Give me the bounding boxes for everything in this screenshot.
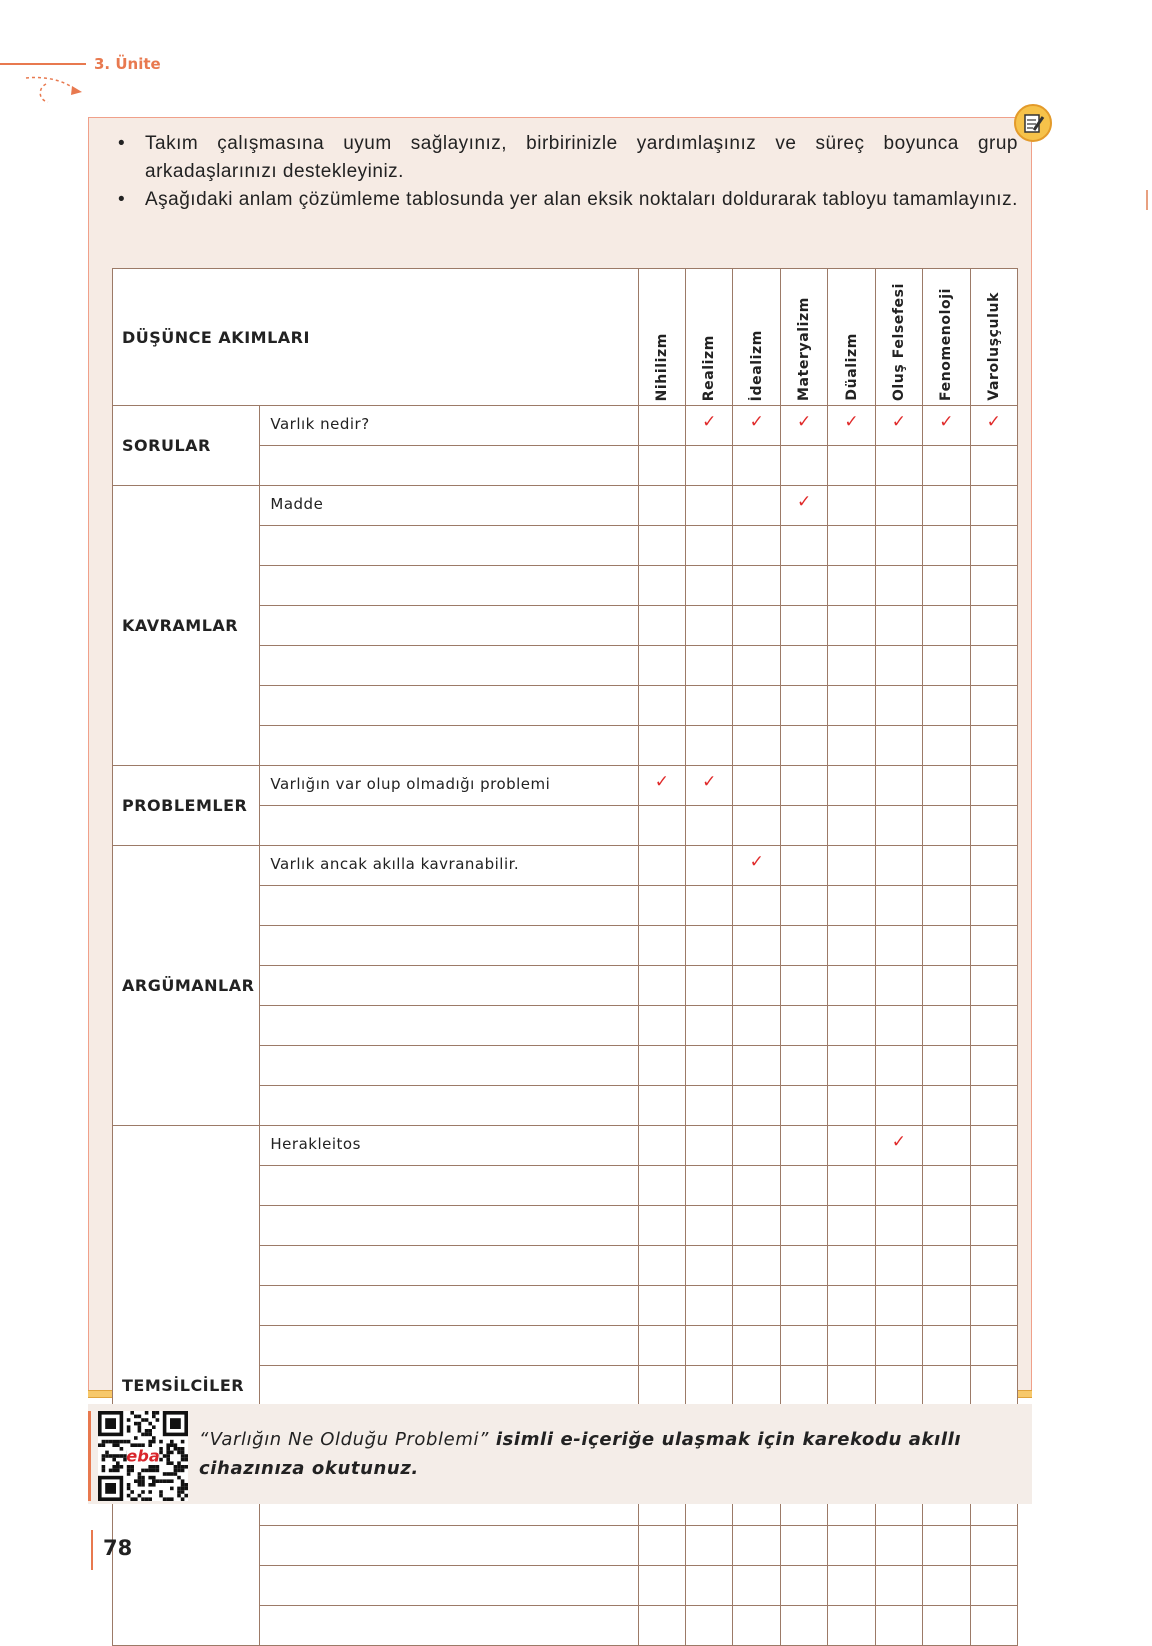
empty-check-cell[interactable] (780, 1206, 827, 1246)
instruction-item: • Takım çalışmasına uyum sağlayınız, birbirinizle yardımlaşınız ve süreç boyunca grup arkadaşlarınızı destekleyiniz. (118, 130, 1018, 186)
empty-check-cell[interactable] (780, 1246, 827, 1286)
empty-check-cell[interactable] (638, 566, 685, 606)
empty-check-cell[interactable] (780, 446, 827, 486)
empty-check-cell[interactable] (780, 646, 827, 686)
empty-check-cell[interactable] (923, 806, 970, 846)
row-item-text[interactable] (260, 1526, 638, 1566)
empty-check-cell[interactable] (828, 926, 875, 966)
empty-check-cell[interactable] (970, 1086, 1017, 1126)
row-item-text[interactable] (260, 1286, 638, 1326)
empty-check-cell[interactable] (875, 1526, 922, 1566)
empty-check-cell[interactable] (780, 1566, 827, 1606)
empty-check-cell[interactable] (686, 926, 733, 966)
empty-check-cell[interactable] (875, 1086, 922, 1126)
empty-check-cell[interactable] (923, 1526, 970, 1566)
empty-check-cell[interactable] (686, 1326, 733, 1366)
empty-check-cell[interactable] (780, 766, 827, 806)
empty-check-cell[interactable] (923, 1046, 970, 1086)
qr-accent-bar (88, 1411, 91, 1501)
qr-instruction-text (199, 1425, 1009, 1483)
empty-check-cell[interactable] (875, 806, 922, 846)
row-item-text[interactable] (260, 1566, 638, 1606)
empty-check-cell[interactable] (686, 1526, 733, 1566)
empty-check-cell[interactable] (875, 686, 922, 726)
empty-check-cell[interactable] (875, 1166, 922, 1206)
row-item-text[interactable] (260, 1366, 638, 1406)
table-row (113, 486, 1018, 526)
section-label: TEMSİLCİLER (113, 1126, 260, 1646)
empty-check-cell[interactable] (970, 1366, 1017, 1406)
empty-check-cell[interactable] (970, 686, 1017, 726)
empty-check-cell[interactable] (638, 1366, 685, 1406)
empty-check-cell[interactable] (875, 926, 922, 966)
empty-check-cell[interactable] (970, 886, 1017, 926)
empty-check-cell[interactable] (828, 566, 875, 606)
empty-check-cell[interactable] (923, 566, 970, 606)
empty-check-cell[interactable] (686, 646, 733, 686)
empty-check-cell[interactable] (828, 726, 875, 766)
empty-check-cell[interactable] (638, 1566, 685, 1606)
empty-check-cell[interactable] (828, 1126, 875, 1166)
empty-check-cell[interactable] (875, 886, 922, 926)
empty-check-cell[interactable] (828, 1246, 875, 1286)
row-item-text[interactable] (260, 446, 638, 486)
empty-check-cell[interactable] (970, 846, 1017, 886)
empty-check-cell[interactable] (970, 1126, 1017, 1166)
empty-check-cell[interactable] (733, 1366, 780, 1406)
empty-check-cell[interactable] (970, 1606, 1017, 1646)
empty-check-cell[interactable] (970, 646, 1017, 686)
empty-check-cell[interactable] (828, 486, 875, 526)
empty-check-cell[interactable] (686, 1606, 733, 1646)
empty-check-cell[interactable] (923, 1246, 970, 1286)
check-mark-cell[interactable]: ✓ (875, 1126, 922, 1166)
empty-check-cell[interactable] (686, 1246, 733, 1286)
row-item-text[interactable] (260, 1326, 638, 1366)
empty-check-cell[interactable] (875, 526, 922, 566)
empty-check-cell[interactable] (828, 446, 875, 486)
empty-check-cell[interactable] (638, 1166, 685, 1206)
eba-logo-text: eba (126, 1446, 160, 1466)
empty-check-cell[interactable] (733, 1126, 780, 1166)
empty-check-cell[interactable] (638, 966, 685, 1006)
empty-check-cell[interactable] (828, 526, 875, 566)
check-mark-cell[interactable]: ✓ (686, 406, 733, 446)
empty-check-cell[interactable] (828, 846, 875, 886)
empty-check-cell[interactable] (828, 806, 875, 846)
empty-check-cell[interactable] (828, 1086, 875, 1126)
dashed-arrow-icon (24, 76, 84, 106)
empty-check-cell[interactable] (733, 1006, 780, 1046)
column-header: Varoluşçuluk (970, 269, 1017, 406)
empty-check-cell[interactable] (686, 1046, 733, 1086)
empty-check-cell[interactable] (970, 606, 1017, 646)
empty-check-cell[interactable] (733, 1526, 780, 1566)
row-item-text[interactable]: Herakleitos (260, 1126, 638, 1166)
empty-check-cell[interactable] (686, 686, 733, 726)
empty-check-cell[interactable] (638, 1526, 685, 1566)
empty-check-cell[interactable] (970, 446, 1017, 486)
empty-check-cell[interactable] (638, 1606, 685, 1646)
empty-check-cell[interactable] (923, 486, 970, 526)
row-item-text[interactable]: Varlığın var olup olmadığı problemi (260, 766, 638, 806)
empty-check-cell[interactable] (923, 1006, 970, 1046)
empty-check-cell[interactable] (733, 686, 780, 726)
empty-check-cell[interactable] (970, 1286, 1017, 1326)
empty-check-cell[interactable] (970, 1166, 1017, 1206)
empty-check-cell[interactable] (733, 526, 780, 566)
column-header: Realizm (686, 269, 733, 406)
empty-check-cell[interactable] (970, 1526, 1017, 1566)
empty-check-cell[interactable] (923, 1086, 970, 1126)
empty-check-cell[interactable] (923, 606, 970, 646)
empty-check-cell[interactable] (686, 1366, 733, 1406)
row-item-text[interactable] (260, 1606, 638, 1646)
row-item-text[interactable] (260, 686, 638, 726)
empty-check-cell[interactable] (686, 526, 733, 566)
row-item-text[interactable] (260, 726, 638, 766)
empty-check-cell[interactable] (923, 686, 970, 726)
qr-instruction-rest: isimli e-içeriğe ulaşmak için karekodu akıllı cihazınıza okutunuz. (199, 1429, 962, 1479)
empty-check-cell[interactable] (733, 646, 780, 686)
empty-check-cell[interactable] (638, 1006, 685, 1046)
empty-check-cell[interactable] (638, 406, 685, 446)
empty-check-cell[interactable] (638, 926, 685, 966)
check-mark-cell[interactable]: ✓ (686, 766, 733, 806)
empty-check-cell[interactable] (733, 1566, 780, 1606)
empty-check-cell[interactable] (970, 766, 1017, 806)
empty-check-cell[interactable] (780, 1166, 827, 1206)
empty-check-cell[interactable] (686, 486, 733, 526)
instruction-list (118, 130, 1018, 214)
empty-check-cell[interactable] (780, 806, 827, 846)
empty-check-cell[interactable] (970, 806, 1017, 846)
empty-check-cell[interactable] (686, 566, 733, 606)
table-row (113, 846, 1018, 886)
empty-check-cell[interactable] (780, 1046, 827, 1086)
unit-label: 3. Ünite (94, 55, 161, 73)
empty-check-cell[interactable] (923, 1286, 970, 1326)
empty-check-cell[interactable] (638, 486, 685, 526)
empty-check-cell[interactable] (733, 886, 780, 926)
empty-check-cell[interactable] (780, 606, 827, 646)
empty-check-cell[interactable] (686, 1006, 733, 1046)
empty-check-cell[interactable] (970, 966, 1017, 1006)
empty-check-cell[interactable] (638, 1326, 685, 1366)
check-mark-cell[interactable]: ✓ (638, 766, 685, 806)
empty-check-cell[interactable] (638, 846, 685, 886)
empty-check-cell[interactable] (780, 966, 827, 1006)
empty-check-cell[interactable] (828, 1046, 875, 1086)
empty-check-cell[interactable] (638, 1086, 685, 1126)
empty-check-cell[interactable] (923, 1166, 970, 1206)
empty-check-cell[interactable] (638, 686, 685, 726)
page-number: 78 (103, 1536, 133, 1560)
empty-check-cell[interactable] (686, 1126, 733, 1166)
column-header: Nihilizm (638, 269, 685, 406)
empty-check-cell[interactable] (875, 1606, 922, 1646)
empty-check-cell[interactable] (923, 446, 970, 486)
empty-check-cell[interactable] (638, 806, 685, 846)
empty-check-cell[interactable] (638, 726, 685, 766)
empty-check-cell[interactable] (923, 1566, 970, 1606)
empty-check-cell[interactable] (638, 1286, 685, 1326)
empty-check-cell[interactable] (686, 846, 733, 886)
empty-check-cell[interactable] (828, 766, 875, 806)
empty-check-cell[interactable] (780, 926, 827, 966)
row-item-text[interactable] (260, 606, 638, 646)
empty-check-cell[interactable] (780, 726, 827, 766)
empty-check-cell[interactable] (780, 1286, 827, 1326)
row-item-text[interactable] (260, 1166, 638, 1206)
row-item-text[interactable]: Varlık nedir? (260, 406, 638, 446)
empty-check-cell[interactable] (970, 566, 1017, 606)
empty-check-cell[interactable] (733, 766, 780, 806)
section-label: ARGÜMANLAR (113, 846, 260, 1126)
empty-check-cell[interactable] (828, 1006, 875, 1046)
empty-check-cell[interactable] (875, 446, 922, 486)
empty-check-cell[interactable] (923, 1606, 970, 1646)
empty-check-cell[interactable] (875, 726, 922, 766)
row-item-text[interactable] (260, 566, 638, 606)
empty-check-cell[interactable] (923, 886, 970, 926)
empty-check-cell[interactable] (780, 566, 827, 606)
empty-check-cell[interactable] (970, 486, 1017, 526)
empty-check-cell[interactable] (686, 1166, 733, 1206)
empty-check-cell[interactable] (828, 886, 875, 926)
empty-check-cell[interactable] (733, 926, 780, 966)
check-mark-cell[interactable]: ✓ (923, 406, 970, 446)
empty-check-cell[interactable] (638, 1206, 685, 1246)
empty-check-cell[interactable] (638, 886, 685, 926)
empty-check-cell[interactable] (875, 1206, 922, 1246)
row-item-text[interactable]: Varlık ancak akılla kavranabilir. (260, 846, 638, 886)
empty-check-cell[interactable] (686, 1566, 733, 1606)
notepad-pencil-icon (1014, 104, 1052, 142)
section-label: PROBLEMLER (113, 766, 260, 846)
empty-check-cell[interactable] (733, 806, 780, 846)
row-item-text[interactable] (260, 806, 638, 846)
empty-check-cell[interactable] (923, 1126, 970, 1166)
instruction-item: • Aşağıdaki anlam çözümleme tablosunda yer alan eksik noktaları doldurarak tabloyu tamamlayınız. (118, 186, 1018, 214)
empty-check-cell[interactable] (733, 606, 780, 646)
empty-check-cell[interactable] (923, 926, 970, 966)
empty-check-cell[interactable] (828, 646, 875, 686)
empty-check-cell[interactable] (875, 1006, 922, 1046)
empty-check-cell[interactable] (828, 1526, 875, 1566)
table-corner-label: DÜŞÜNCE AKIMLARI (113, 269, 639, 406)
empty-check-cell[interactable] (638, 1126, 685, 1166)
page-number-bar (91, 1530, 93, 1570)
empty-check-cell[interactable] (923, 526, 970, 566)
empty-check-cell[interactable] (923, 646, 970, 686)
empty-check-cell[interactable] (828, 606, 875, 646)
column-header: Oluş Felsefesi (875, 269, 922, 406)
empty-check-cell[interactable] (875, 1246, 922, 1286)
row-item-text[interactable] (260, 926, 638, 966)
empty-check-cell[interactable] (733, 966, 780, 1006)
empty-check-cell[interactable] (923, 846, 970, 886)
empty-check-cell[interactable] (733, 566, 780, 606)
empty-check-cell[interactable] (828, 966, 875, 1006)
empty-check-cell[interactable] (686, 1086, 733, 1126)
empty-check-cell[interactable] (875, 1286, 922, 1326)
unit-header-line (0, 63, 86, 65)
empty-check-cell[interactable] (970, 1046, 1017, 1086)
row-item-text[interactable] (260, 526, 638, 566)
empty-check-cell[interactable] (875, 766, 922, 806)
row-item-text[interactable] (260, 966, 638, 1006)
empty-check-cell[interactable] (780, 1006, 827, 1046)
empty-check-cell[interactable] (686, 1206, 733, 1246)
empty-check-cell[interactable] (970, 1326, 1017, 1366)
row-item-text[interactable]: Madde (260, 486, 638, 526)
empty-check-cell[interactable] (875, 966, 922, 1006)
empty-check-cell[interactable] (733, 726, 780, 766)
empty-check-cell[interactable] (733, 1246, 780, 1286)
section-label: KAVRAMLAR (113, 486, 260, 766)
empty-check-cell[interactable] (923, 1206, 970, 1246)
row-item-text[interactable] (260, 1046, 638, 1086)
margin-tick (1146, 190, 1148, 210)
empty-check-cell[interactable] (733, 486, 780, 526)
empty-check-cell[interactable] (733, 446, 780, 486)
empty-check-cell[interactable] (923, 1366, 970, 1406)
empty-check-cell[interactable] (923, 1326, 970, 1366)
empty-check-cell[interactable] (828, 1606, 875, 1646)
table-header-row (113, 269, 1018, 406)
empty-check-cell[interactable] (686, 806, 733, 846)
row-item-text[interactable] (260, 1006, 638, 1046)
empty-check-cell[interactable] (638, 606, 685, 646)
empty-check-cell[interactable] (638, 1246, 685, 1286)
empty-check-cell[interactable] (970, 526, 1017, 566)
row-item-text[interactable] (260, 1086, 638, 1126)
empty-check-cell[interactable] (875, 1366, 922, 1406)
empty-check-cell[interactable] (923, 726, 970, 766)
row-item-text[interactable] (260, 886, 638, 926)
empty-check-cell[interactable] (828, 1206, 875, 1246)
empty-check-cell[interactable] (780, 1126, 827, 1166)
empty-check-cell[interactable] (733, 1206, 780, 1246)
empty-check-cell[interactable] (686, 966, 733, 1006)
empty-check-cell[interactable] (638, 1046, 685, 1086)
empty-check-cell[interactable] (780, 1526, 827, 1566)
empty-check-cell[interactable] (780, 1366, 827, 1406)
check-mark-cell[interactable]: ✓ (828, 406, 875, 446)
empty-check-cell[interactable] (875, 566, 922, 606)
empty-check-cell[interactable] (780, 1326, 827, 1366)
empty-check-cell[interactable] (780, 846, 827, 886)
check-mark-cell[interactable]: ✓ (780, 486, 827, 526)
empty-check-cell[interactable] (828, 1366, 875, 1406)
check-mark-cell[interactable]: ✓ (875, 406, 922, 446)
empty-check-cell[interactable] (828, 1566, 875, 1606)
empty-check-cell[interactable] (780, 686, 827, 726)
empty-check-cell[interactable] (875, 486, 922, 526)
table-row (113, 766, 1018, 806)
empty-check-cell[interactable] (733, 1086, 780, 1126)
empty-check-cell[interactable] (733, 1326, 780, 1366)
empty-check-cell[interactable] (970, 1246, 1017, 1286)
section-label: SORULAR (113, 406, 260, 486)
empty-check-cell[interactable] (923, 966, 970, 1006)
empty-check-cell[interactable] (970, 726, 1017, 766)
column-header: İdealizm (733, 269, 780, 406)
empty-check-cell[interactable] (733, 1046, 780, 1086)
empty-check-cell[interactable] (970, 1206, 1017, 1246)
empty-check-cell[interactable] (875, 646, 922, 686)
empty-check-cell[interactable] (780, 526, 827, 566)
column-header: Fenomenoloji (923, 269, 970, 406)
qr-quote-title: “Varlığın Ne Olduğu Problemi” (199, 1429, 489, 1450)
empty-check-cell[interactable] (638, 446, 685, 486)
empty-check-cell[interactable] (970, 926, 1017, 966)
empty-check-cell[interactable] (780, 1606, 827, 1646)
empty-check-cell[interactable] (638, 526, 685, 566)
empty-check-cell[interactable] (828, 1286, 875, 1326)
row-item-text[interactable] (260, 1206, 638, 1246)
empty-check-cell[interactable] (686, 1286, 733, 1326)
column-header: Materyalizm (780, 269, 827, 406)
empty-check-cell[interactable] (970, 1566, 1017, 1606)
empty-check-cell[interactable] (875, 1046, 922, 1086)
check-mark-cell[interactable]: ✓ (970, 406, 1017, 446)
empty-check-cell[interactable] (733, 1166, 780, 1206)
empty-check-cell[interactable] (780, 886, 827, 926)
empty-check-cell[interactable] (828, 686, 875, 726)
empty-check-cell[interactable] (780, 1086, 827, 1126)
check-mark-cell[interactable]: ✓ (780, 406, 827, 446)
empty-check-cell[interactable] (875, 1326, 922, 1366)
empty-check-cell[interactable] (686, 606, 733, 646)
row-item-text[interactable] (260, 646, 638, 686)
empty-check-cell[interactable] (686, 886, 733, 926)
empty-check-cell[interactable] (875, 846, 922, 886)
row-item-text[interactable] (260, 1246, 638, 1286)
empty-check-cell[interactable] (923, 766, 970, 806)
check-mark-cell[interactable]: ✓ (733, 406, 780, 446)
empty-check-cell[interactable] (875, 606, 922, 646)
qr-code-icon[interactable] (98, 1411, 188, 1501)
empty-check-cell[interactable] (733, 1606, 780, 1646)
table-row (113, 406, 1018, 446)
empty-check-cell[interactable] (970, 1006, 1017, 1046)
empty-check-cell[interactable] (828, 1166, 875, 1206)
empty-check-cell[interactable] (686, 726, 733, 766)
check-mark-cell[interactable]: ✓ (733, 846, 780, 886)
empty-check-cell[interactable] (875, 1566, 922, 1606)
empty-check-cell[interactable] (686, 446, 733, 486)
empty-check-cell[interactable] (828, 1326, 875, 1366)
column-header: Düalizm (828, 269, 875, 406)
table-row (113, 1126, 1018, 1166)
empty-check-cell[interactable] (638, 646, 685, 686)
empty-check-cell[interactable] (733, 1286, 780, 1326)
